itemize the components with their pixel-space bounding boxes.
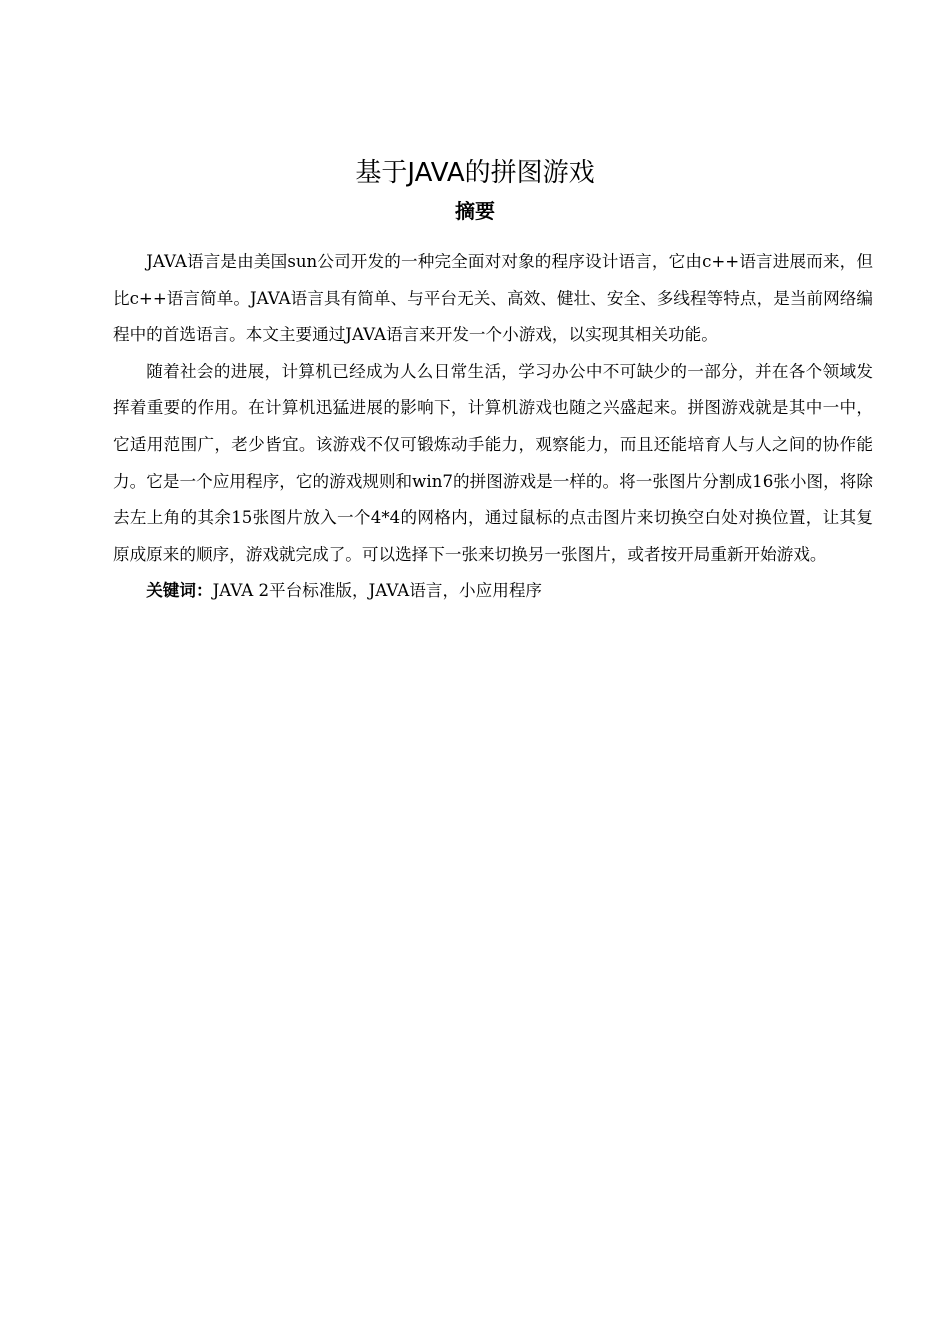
abstract-paragraph-2: 随着社会的进展，计算机已经成为人么日常生活，学习办公中不可缺少的一部分，并在各个领域发挥着重要的作用。在计算机迅猛进展的影响下，计算机游戏也随之兴盛起来。拼图游戏就是其中一中，它适用范围广，老少皆宜。该游戏不仅可锻炼动手能力，观察能力，而且还能培育人与人之间的协作能力。它是一个应用程序，它的游戏规则和win7的拼图游戏是一样的。将一张图片分割成16张小图，将除去左上角的其余15张图片放入一个4*4的网格内，通过鼠标的点击图片来切换空白处对换位置，让其复原成原来的顺序，游戏就完成了。可以选择下一张来切换另一张图片，或者按开局重新开始游戏。 xyxy=(113,361,873,564)
paper-title: 基于JAVA的拼图游戏 xyxy=(355,158,595,188)
abstract-body xyxy=(113,244,873,610)
keywords-label: 关键词： xyxy=(146,581,213,601)
keywords-line xyxy=(113,573,873,610)
abstract-heading: 摘要 xyxy=(455,199,495,223)
keywords-text: JAVA 2平台标准版，JAVA语言，小应用程序 xyxy=(212,581,543,601)
abstract-paragraph-1: JAVA语言是由美国sun公司开发的一种完全面对对象的程序设计语言，它由c++语言进展而来，但比c++语言简单。JAVA语言具有简单、与平台无关、高效、健壮、安全、多线程等特点，是当前网络编程中的首选语言。本文主要通过JAVA语言来开发一个小游戏，以实现其相关功能。 xyxy=(113,252,873,345)
